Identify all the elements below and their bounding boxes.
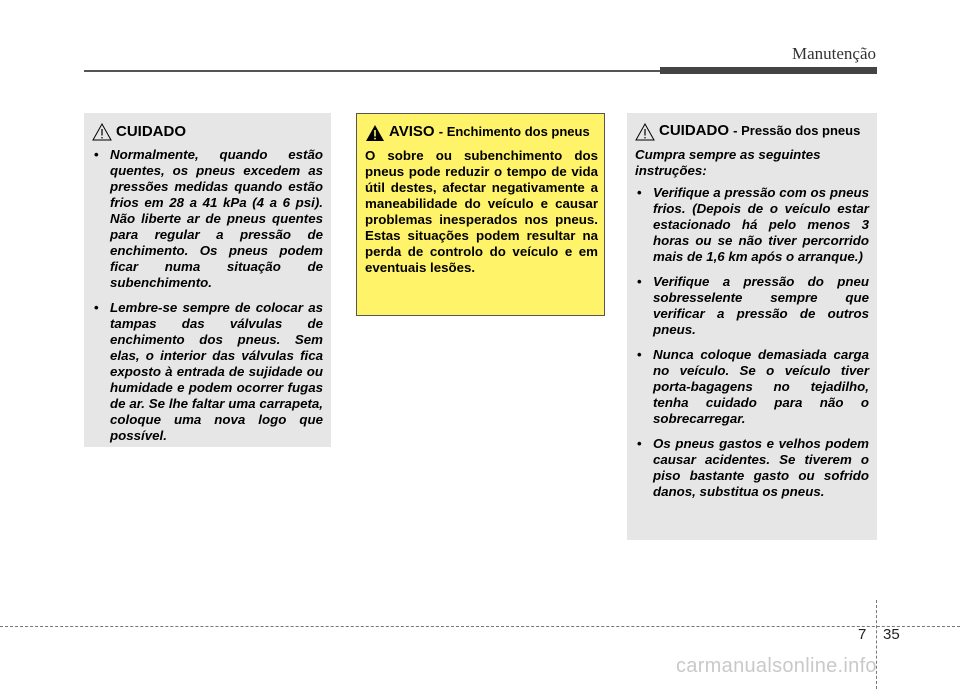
caution-list — [92, 147, 323, 444]
page-number: 35 — [883, 626, 900, 643]
caution-box-header — [635, 123, 869, 141]
footer-rule — [0, 626, 960, 627]
chapter-number: 7 — [858, 626, 867, 643]
warning-subtitle: - Enchimento dos pneus — [438, 124, 590, 139]
caution-heading: CUIDADO — [116, 123, 186, 140]
list-item: • Lembre-se sempre de colocar as tampas das válvulas de enchimento dos pneus. Sem elas, o interior das válvulas fica exposto à entrada de sujidade ou humidade e podem ocorrer fugas de ar. Se lhe faltar uma carrapeta, coloque uma nova logo que possível. — [94, 300, 323, 443]
list-item: • Verifique a pressão com os pneus frios. (Depois de o veículo estar estacionado há pelo menos 3 horas ou se não tiver percorrido mais de 1,6 km após o arranque.) — [637, 185, 869, 264]
warning-box-header — [365, 124, 598, 142]
warning-box-inflation — [356, 113, 605, 316]
page-header-title: Manutenção — [791, 44, 876, 63]
header-rule-thin — [84, 70, 660, 72]
warning-triangle-icon — [365, 124, 385, 142]
caution-triangle-icon — [92, 123, 112, 141]
warning-text: O sobre ou subenchimento dos pneus pode reduzir o tempo de vida útil destes, afectar negativamente a maneabilidade do veículo e causar problemas inesperados nos pneus. Estas situações podem resultar na perda de controlo do veículo e em eventuais lesões. — [365, 148, 598, 275]
caution-intro: Cumpra sempre as seguintes instruções: — [635, 147, 821, 178]
caution-list — [635, 185, 869, 500]
warning-heading-block — [389, 124, 590, 139]
caution-heading: CUIDADO — [659, 122, 729, 139]
list-item: • Normalmente, quando estão quentes, os pneus excedem as pressões medidas quando estão frios em 28 a 41 kPa (4 a 6 psi). Não liberte ar de pneus quentes para regular a pressão de enchimento. Os pneus podem ficar numa situação de subenchimento. — [94, 147, 323, 290]
warning-heading: AVISO — [389, 123, 435, 140]
header-rule-thick — [660, 67, 877, 74]
caution-box-tyre-pressure — [627, 113, 877, 540]
caution-box-header — [92, 123, 323, 141]
watermark: carmanualsonline.info — [676, 655, 877, 677]
list-item: • Verifique a pressão do pneu sobresselente sempre que verificar a pressão de outros pneus. — [637, 274, 869, 337]
caution-triangle-icon — [635, 123, 655, 141]
caution-box-tyre-heat — [84, 113, 331, 447]
list-item: • Os pneus gastos e velhos podem causar acidentes. Se tiverem o piso bastante gasto ou sofrido danos, substitua os pneus. — [637, 436, 869, 499]
list-item: • Nunca coloque demasiada carga no veículo. Se o veículo tiver porta-bagagens no tejadilho, tenha cuidado para não o sobrecarregar. — [637, 347, 869, 426]
caution-subtitle: - Pressão dos pneus — [733, 123, 861, 138]
caution-heading-block — [659, 123, 860, 138]
